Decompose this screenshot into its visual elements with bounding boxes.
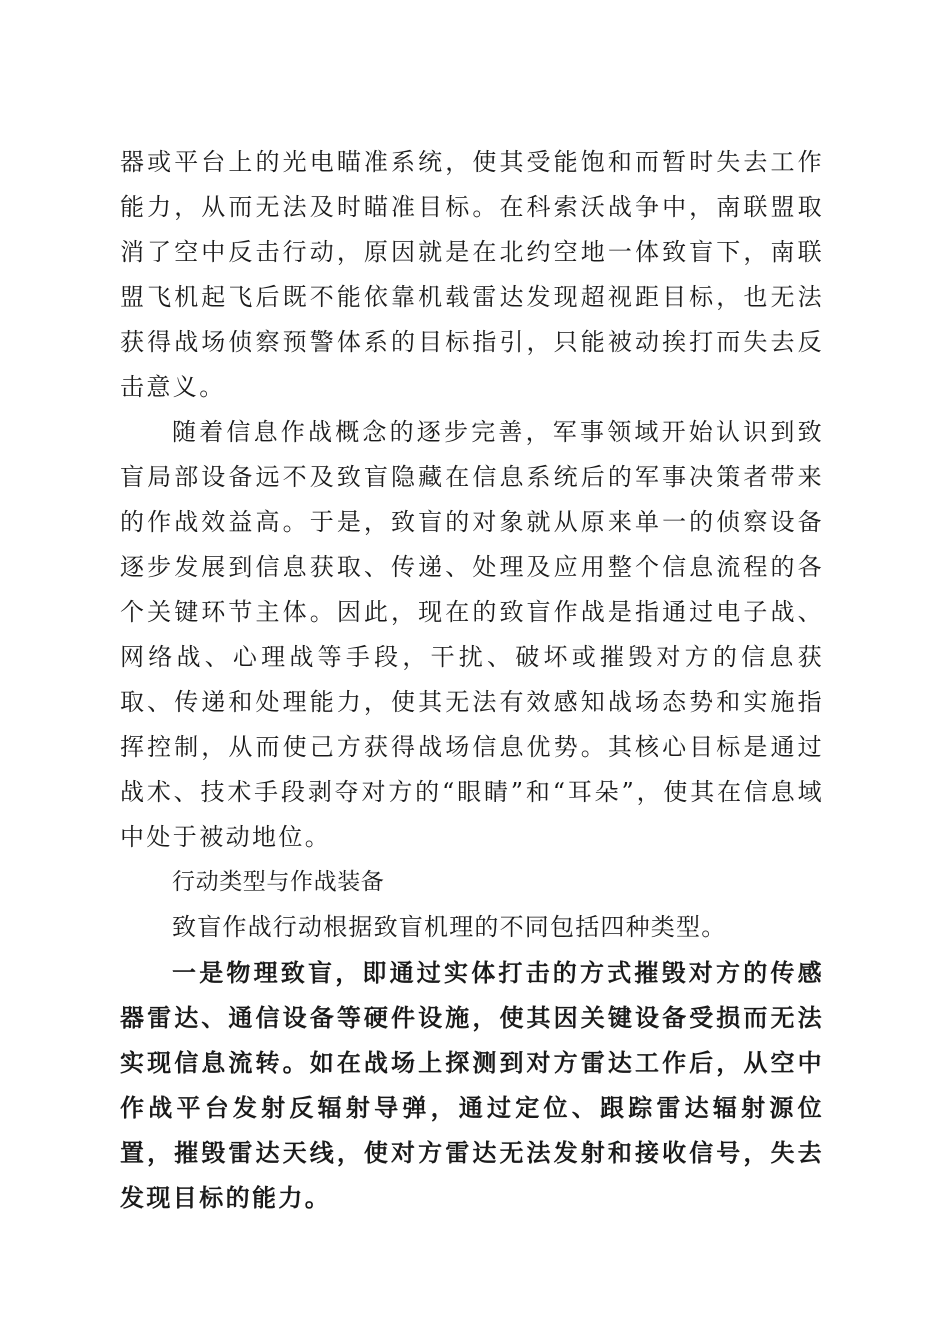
paragraph-information-warfare: 随着信息作战概念的逐步完善，军事领域开始认识到致盲局部设备远不及致盲隐藏在信息系统后的军事决策者带来的作战效益高。于是，致盲的对象就从原来单一的侦察设备逐步发展到信息获取、传递、处理及应用整个信息流程的各个关键环节主体。因此，现在的致盲作战是指通过电子战、网络战、心理战等手段，干扰、破坏或摧毁对方的信息获取、传递和处理能力，使其无法有效感知战场态势和实施指挥控制，从而使己方获得战场信息优势。其核心目标是通过战术、技术手段剥夺对方的“眼睛”和“耳朵”，使其在信息域中处于被动地位。 [120, 418, 824, 851]
paragraph-continuation: 器或平台上的光电瞄准系统，使其受能饱和而暂时失去工作能力，从而无法及时瞄准目标。在科索沃战争中，南联盟取消了空中反击行动，原因就是在北约空地一体致盲下，南联盟飞机起飞后既不能依靠机载雷达发现超视距目标，也无法获得战场侦察预警体系的目标指引，只能被动挨打而失去反击意义。 [120, 148, 824, 401]
paragraph-physical-blinding: 一是物理致盲，即通过实体打击的方式摧毁对方的传感器雷达、通信设备等硬件设施，使其因关键设备受损而无法实现信息流转。如在战场上探测到对方雷达工作后，从空中作战平台发射反辐射导弹，通过定位、跟踪雷达辐射源位置，摧毁雷达天线，使对方雷达无法发射和接收信号，失去发现目标的能力。 [120, 958, 824, 1212]
section-heading: 行动类型与作战装备 [172, 869, 385, 895]
document-body [120, 140, 824, 1220]
paragraph-four-types: 致盲作战行动根据致盲机理的不同包括四种类型。 [172, 913, 727, 941]
